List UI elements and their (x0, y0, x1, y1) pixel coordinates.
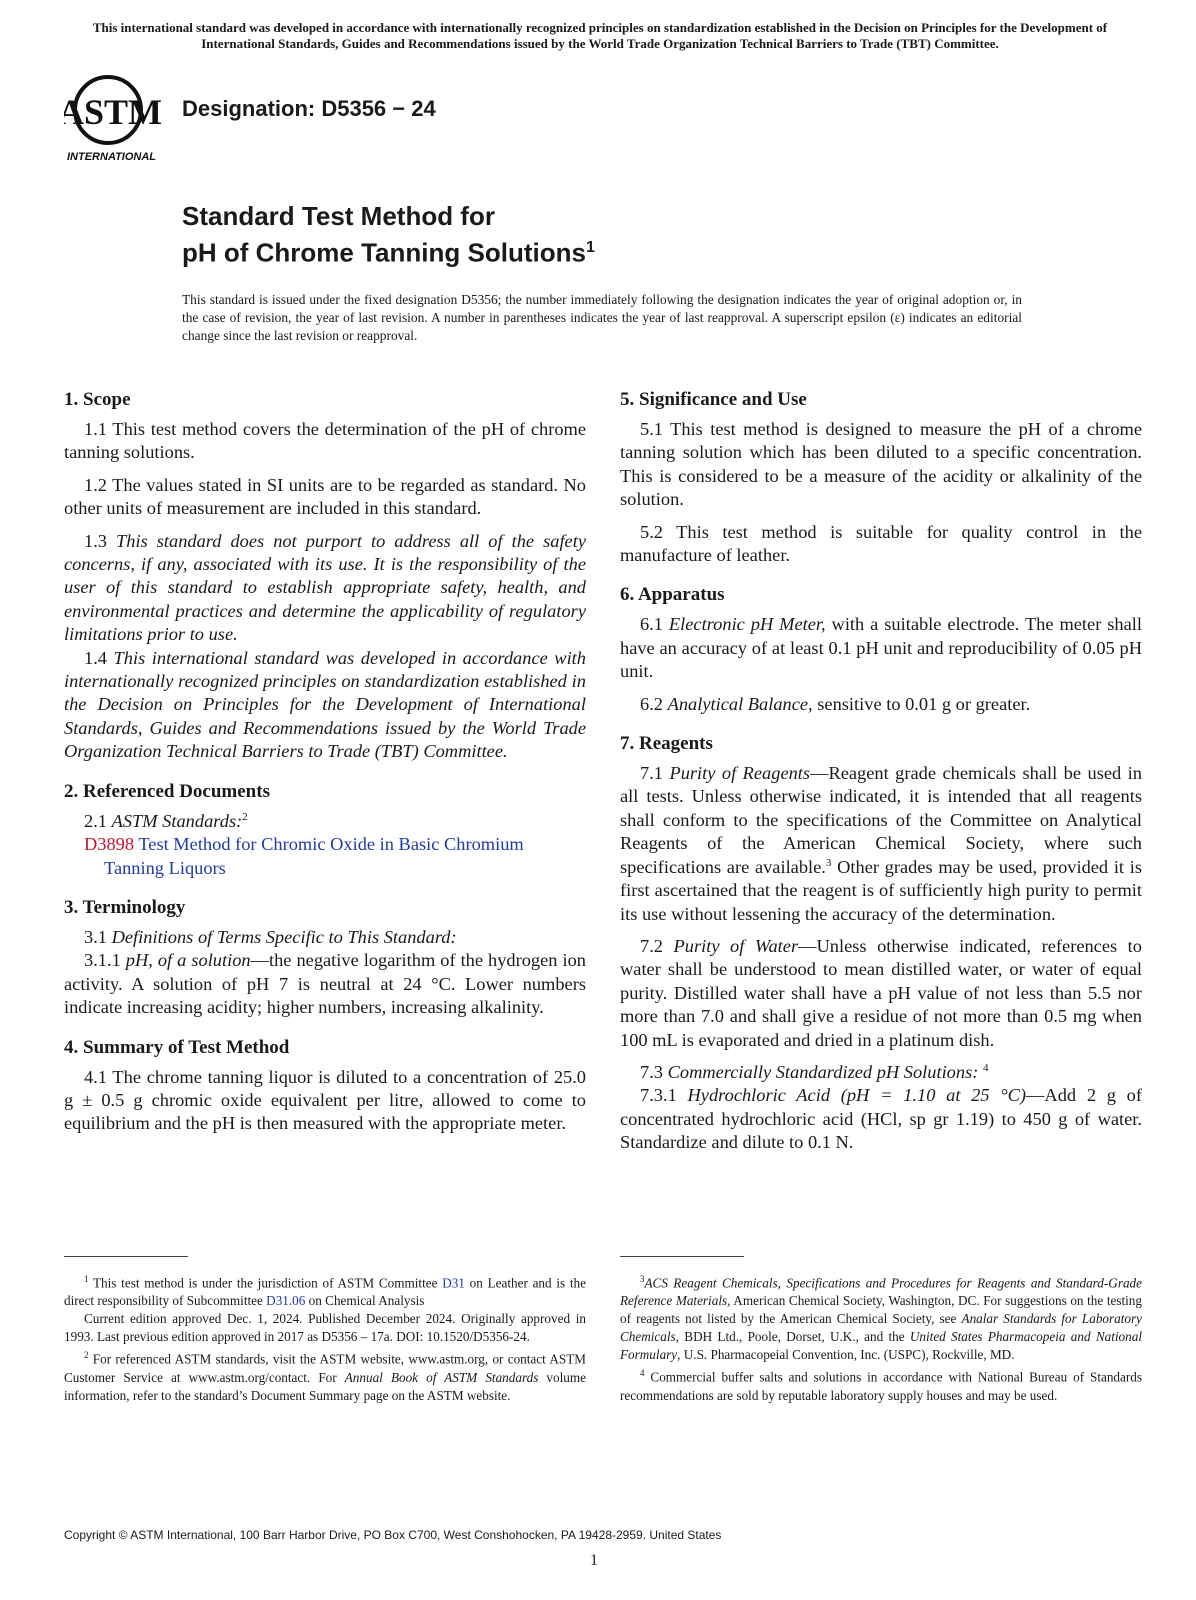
document-title (182, 200, 595, 269)
section-heading: 3. Terminology (64, 896, 186, 918)
section-heading: 6. Apparatus (620, 584, 725, 606)
section-heading: 4. Summary of Test Method (64, 1036, 290, 1058)
right-column (620, 388, 1142, 1171)
section-heading: 5. Significance and Use (620, 389, 807, 410)
committee-link[interactable]: D31 (442, 1275, 465, 1291)
para-1-1: 1.1 This test method covers the determination of the pH of chrome tanning solutions. (64, 419, 586, 463)
top-notice: This international standard was developed in accordance with internationally recognized principles on standardization established in the Decision on Principles for the Development of International Standards, Guides and Recommendations issued by the World Trade Organization Technical Barriers to Trade (TBT) Committee. (92, 20, 1108, 51)
footnote-rule-right (620, 1256, 744, 1257)
page-number: 1 (590, 1552, 598, 1569)
section-heading: 2. Referenced Documents (64, 780, 270, 802)
designation: Designation: D5356 − 24 (182, 96, 436, 121)
para-3-1-1: 3.1.1 pH, of a solution—the negative logarithm of the hydrogen ion activity. A solution of pH 7 is neutral at 24 °C. Lower numbers indicate increasing acidity; higher numbers, increasing alkalinity. (64, 950, 586, 1018)
section-apparatus (620, 583, 1142, 716)
section-scope (64, 388, 586, 764)
reference-code-link[interactable]: D3898 (84, 834, 135, 855)
para-7-3: 7.3 Commercially Standardized pH Solutions: $^4$ (640, 1061, 989, 1082)
section-summary (64, 1036, 586, 1136)
para-1-2: 1.2 The values stated in SI units are to be regarded as standard. No other units of measurement are included in this standard. (64, 474, 586, 519)
reference-d3898[interactable] (64, 833, 586, 880)
subcommittee-link[interactable]: D31.06 (266, 1293, 306, 1309)
para-7-1: 7.1 Purity of Reagents—Reagent grade chemicals shall be used in all tests. Unless otherwise indicated, it is intended that all reagents shall conform to the specifications of the Committee on Analytical Reagents of the American Chemical Society, where such specifications are available.$^3$ Other grades may be used, provided it is first ascertained that the reagent is of sufficiently high purity to permit its use without lessening the accuracy of the determination. (620, 763, 1142, 924)
svg-text:ASTM: ASTM (64, 92, 163, 132)
section-heading: 7. Reagents (620, 733, 713, 755)
para-4-1: 4.1 The chrome tanning liquor is diluted to a concentration of 25.0 g ± 0.5 g chromic oxide equivalent per litre, allowed to come to equilibrium and the pH is then measured with the appropriate meter. (64, 1066, 586, 1134)
copyright: Copyright © ASTM International, 100 Barr Harbor Drive, PO Box C700, West Conshohocken, PA 19428-2959. United States (64, 1528, 722, 1542)
para-6-1: 6.1 Electronic pH Meter, with a suitable electrode. The meter shall have an accuracy of at least 0.1 pH unit and reproducibility of 0.05 pH unit. (620, 614, 1142, 682)
svg-text:INTERNATIONAL: INTERNATIONAL (67, 151, 157, 163)
issued-note: This standard is issued under the fixed designation D5356; the number immediately following the designation indicates the year of original adoption or, in the case of revision, the year of last revision. A number in parentheses indicates the year of last reapproval. A superscript epsilon (ε) indicates an editorial change since the last revision or reapproval. (182, 292, 1022, 343)
section-terminology (64, 896, 586, 1020)
section-reagents (620, 732, 1142, 1155)
para-7-3-1: 7.3.1 Hydrochloric Acid (pH = 1.10 at 25 °C)—Add 2 g of concentrated hydrochloric acid (HCl, sp gr 1.19) to 450 g of water. Standardize and dilute to 0.1 N. (620, 1085, 1142, 1153)
astm-logo (64, 70, 170, 166)
footnote-4: $^4$ Commercial buffer salts and solutions in accordance with National Bureau of Standards recommendations are sold by reputable laboratory supply houses and may be used. (620, 1368, 1142, 1403)
section-referenced-documents (64, 780, 586, 880)
para-3-1: 3.1 Definitions of Terms Specific to This Standard: (84, 926, 457, 947)
footnotes-right (620, 1270, 1142, 1405)
astm-logo-mark (64, 70, 170, 166)
footnotes-left (64, 1270, 586, 1405)
footnote-3: $^3$ACS Reagent Chemicals, Specifications and Procedures for Reagents and Standard-Grade Reference Materials, American Chemical Society, Washington, DC. For suggestions on the testing of reagents not listed by the American Chemical Society, see Analar Standards for Laboratory Chemicals, BDH Ltd., Poole, Dorset, U.K., and the United States Pharmacopeia and National Formulary, U.S. Pharmacopeial Convention, Inc. (USPC), Rockville, MD. (620, 1274, 1142, 1363)
footnote-1-edition: Current edition approved Dec. 1, 2024. Published December 2024. Originally approved in 1993. Last previous edition approved in 2017 as D5356 – 17a. DOI: 10.1520/D5356-24. (64, 1311, 586, 1345)
para-2-1: 2.1 ASTM Standards:$^2$ (84, 810, 248, 831)
para-6-2: 6.2 Analytical Balance, sensitive to 0.01 g or greater. (640, 693, 1031, 714)
para-7-2: 7.2 Purity of Water—Unless otherwise indicated, references to water shall be understood to mean distilled water, or water of equal purity. Distilled water shall have a pH value of not less than 5.5 nor more than 7.0 and shall give a residue of not more than 0.5 mg when 100 mL is evaporated and dried in a platinum dish. (620, 935, 1142, 1050)
title-line-1: Standard Test Method for (182, 201, 495, 231)
section-heading: 1. Scope (64, 389, 131, 410)
para-5-1: 5.1 This test method is designed to measure the pH of a chrome tanning solution which has been diluted to a specific concentration. This is considered to be a measure of the acidity or alkalinity of the solution. (620, 419, 1142, 510)
section-significance (620, 388, 1142, 567)
left-column (64, 388, 586, 1152)
reference-title-link[interactable]: Test Method for Chromic Oxide in Basic Chromium Tanning Liquors (104, 834, 524, 878)
title-line-2: pH of Chrome Tanning Solutions$^1$ (182, 237, 595, 268)
footnote-1: $^1$ This test method is under the jurisdiction of ASTM Committee D31 on Leather and is the direct responsibility of Subcommittee D31.06 on Chemical Analysis (64, 1274, 586, 1309)
footnote-rule-left (64, 1256, 188, 1257)
footnote-2: $^2$ For referenced ASTM standards, visit the ASTM website, www.astm.org, or contact ASTM Customer Service at www.astm.org/contact. For Annual Book of ASTM Standards volume information, refer to the standard’s Document Summary page on the ASTM website. (64, 1350, 586, 1403)
para-1-3: 1.3 This standard does not purport to address all of the safety concerns, if any, associated with its use. It is the responsibility of the user of this standard to establish appropriate safety, health, and environmental practices and determine the applicability of regulatory limitations prior to use. (64, 530, 586, 645)
para-1-4: 1.4 This international standard was developed in accordance with internationally recognized principles on standardization established in the Decision on Principles for the Development of International Standards, Guides and Recommendations issued by the World Trade Organization Technical Barriers to Trade (TBT) Committee. (64, 647, 586, 762)
para-5-2: 5.2 This test method is suitable for quality control in the manufacture of leather. (620, 521, 1142, 566)
